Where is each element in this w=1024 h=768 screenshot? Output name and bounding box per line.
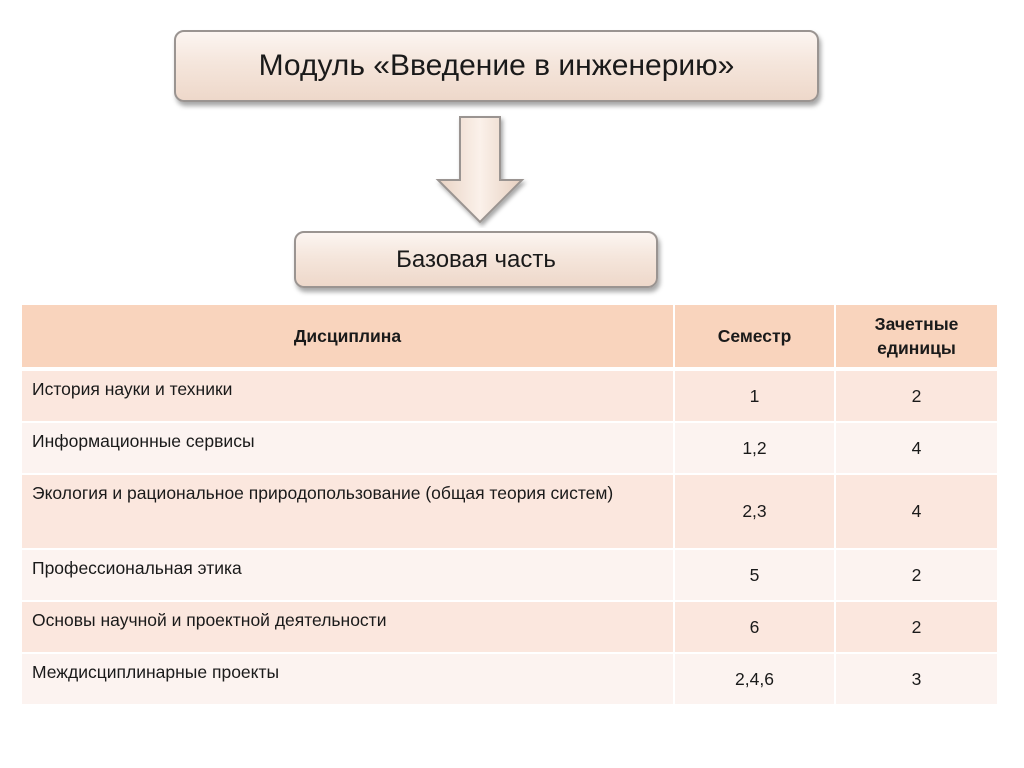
module-title: Модуль «Введение в инженерию»: [258, 49, 735, 82]
table-row: [21, 653, 998, 705]
credits-cell: 2: [835, 549, 998, 601]
base-part-title: Базовая часть: [396, 245, 556, 273]
discipline-cell: Междисциплинарные проекты: [21, 653, 674, 705]
credits-cell: 3: [835, 653, 998, 705]
module-title-box: [174, 30, 819, 102]
header-discipline: Дисциплина: [21, 304, 674, 369]
semester-cell: 1: [674, 369, 835, 422]
header-credits: Зачетные единицы: [835, 304, 998, 369]
credits-cell: 2: [835, 369, 998, 422]
semester-cell: 1,2: [674, 422, 835, 474]
semester-cell: 6: [674, 601, 835, 653]
table-row: [21, 549, 998, 601]
credits-cell: 2: [835, 601, 998, 653]
semester-cell: 5: [674, 549, 835, 601]
disciplines-table: [20, 303, 999, 706]
down-arrow-icon: [430, 114, 530, 228]
discipline-cell: Профессиональная этика: [21, 549, 674, 601]
discipline-cell: Основы научной и проектной деятельности: [21, 601, 674, 653]
table-header-row: [21, 304, 998, 369]
discipline-cell: Экология и рациональное природопользование (общая теория систем): [21, 474, 674, 549]
credits-cell: 4: [835, 422, 998, 474]
base-part-box: [294, 231, 658, 288]
table-row: [21, 369, 998, 422]
credits-cell: 4: [835, 474, 998, 549]
semester-cell: 2,3: [674, 474, 835, 549]
table-row: [21, 601, 998, 653]
table-row: [21, 422, 998, 474]
discipline-cell: Информационные сервисы: [21, 422, 674, 474]
table-row: [21, 474, 998, 549]
discipline-cell: История науки и техники: [21, 369, 674, 422]
header-semester: Семестр: [674, 304, 835, 369]
semester-cell: 2,4,6: [674, 653, 835, 705]
